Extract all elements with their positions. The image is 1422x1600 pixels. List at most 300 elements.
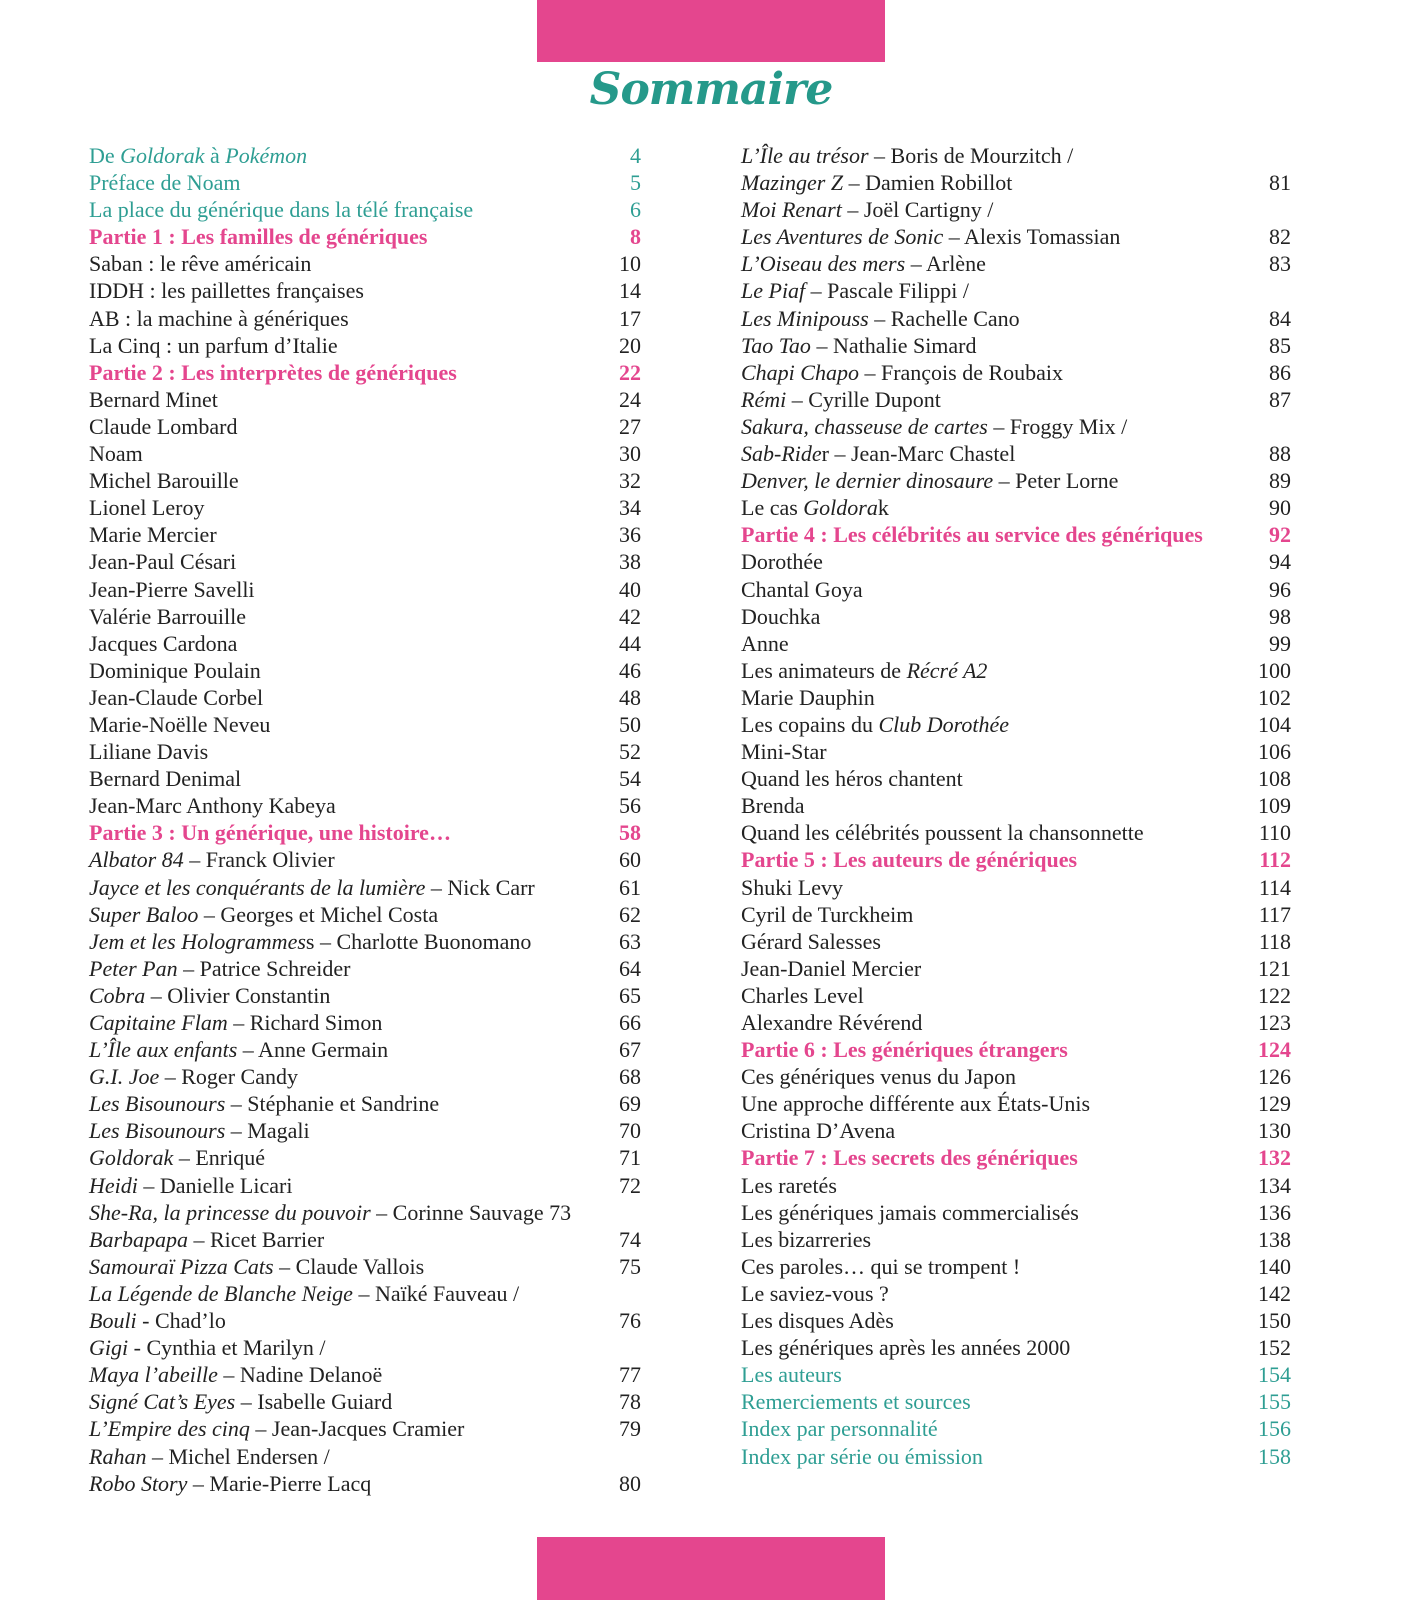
toc-entry-title <box>741 1009 922 1036</box>
italic-title-segment: She-Ra, la princesse du pouvoir <box>89 1199 371 1225</box>
toc-part-heading[interactable] <box>741 846 1291 873</box>
italic-title-segment: Chapi Chapo <box>741 359 859 385</box>
toc-page-number: 112 <box>1259 847 1291 873</box>
italic-title-segment: Samouraï Pizza Cats <box>89 1253 274 1279</box>
toc-page-number: 134 <box>1258 1172 1291 1198</box>
text-segment: Marie Dauphin <box>741 684 875 710</box>
toc-entry[interactable] <box>89 1470 641 1497</box>
text-segment: Préface de Noam <box>89 170 241 196</box>
toc-page-number: 75 <box>619 1253 641 1279</box>
text-segment: Douchka <box>741 603 821 629</box>
toc-page-number: 32 <box>619 468 641 494</box>
toc-entry[interactable] <box>89 738 641 765</box>
text-segment: Ces paroles… qui se trompent ! <box>741 1253 1021 1279</box>
text-segment: – Magali <box>225 1118 310 1144</box>
italic-title-segment: Peter Pan <box>89 955 178 981</box>
toc-entry-title <box>89 765 241 792</box>
toc-entry[interactable] <box>89 305 641 332</box>
toc-entry[interactable] <box>741 792 1291 819</box>
toc-page-number: 80 <box>619 1470 641 1496</box>
italic-title-segment: Barbapapa <box>89 1226 188 1252</box>
text-segment: Les génériques après les années 2000 <box>741 1335 1071 1361</box>
toc-entry[interactable] <box>89 277 641 304</box>
toc-page-number: 117 <box>1258 901 1291 927</box>
toc-entry-title <box>741 1361 842 1388</box>
toc-page-number: 102 <box>1258 684 1291 710</box>
toc-entry[interactable] <box>89 684 641 711</box>
text-segment: La Cinq : un parfum d’Italie <box>89 332 338 358</box>
toc-entry[interactable] <box>741 548 1291 575</box>
text-segment: à <box>204 143 226 168</box>
toc-entry-title <box>89 1334 325 1361</box>
toc-entry[interactable] <box>89 332 641 359</box>
text-segment: Les copains du <box>741 711 879 737</box>
toc-entry-title <box>89 982 330 1009</box>
toc-page-number: 42 <box>619 603 641 629</box>
toc-entry[interactable] <box>89 603 641 630</box>
toc-part-heading[interactable] <box>741 1144 1291 1171</box>
italic-title-segment: L’Empire des cinq <box>89 1416 250 1442</box>
text-segment: Partie 3 : Un générique, une histoire… <box>89 820 451 846</box>
toc-entry-title <box>89 223 428 250</box>
toc-page-number: 38 <box>619 549 641 575</box>
toc-page-number: 155 <box>1258 1389 1291 1415</box>
toc-entry-title <box>89 305 349 332</box>
toc-entry[interactable] <box>741 657 1291 684</box>
toc-page-number: 118 <box>1258 928 1291 954</box>
text-segment: – Marie-Pierre Lacq <box>187 1470 372 1496</box>
toc-page-number: 90 <box>1269 495 1291 521</box>
italic-title-segment: Super Baloo <box>89 901 199 927</box>
text-segment: – Pascale Filippi / <box>805 278 969 304</box>
toc-entry-title <box>741 413 1127 440</box>
toc-entry-title <box>741 223 1120 250</box>
italic-title-segment: Rahan <box>89 1443 147 1469</box>
toc-left-column <box>89 142 641 1497</box>
toc-entry[interactable] <box>89 521 641 548</box>
toc-entry[interactable] <box>89 467 641 494</box>
toc-entry[interactable] <box>741 819 1291 846</box>
toc-page-number: 34 <box>619 495 641 521</box>
toc-entry[interactable] <box>89 548 641 575</box>
toc-page-number: 156 <box>1258 1416 1291 1442</box>
toc-entry-title <box>741 874 843 901</box>
text-segment: – Richard Simon <box>227 1010 383 1035</box>
toc-entry-title <box>89 1144 265 1171</box>
toc-entry-title <box>741 603 820 630</box>
text-segment: Partie 6 : Les génériques étrangers <box>741 1037 1068 1063</box>
toc-intro-entry[interactable] <box>89 142 641 169</box>
toc-entry[interactable] <box>89 1036 641 1063</box>
top-pink-bar <box>537 0 885 62</box>
toc-entry-title <box>741 1443 983 1470</box>
text-segment: Les disques Adès <box>741 1308 894 1334</box>
text-segment: – Enriqué <box>173 1145 265 1171</box>
toc-page-number: 78 <box>619 1389 641 1415</box>
text-segment: Jean-Marc Anthony Kabeya <box>89 793 336 819</box>
text-segment: Remerciements et sources <box>741 1389 971 1415</box>
toc-page-number: 100 <box>1258 657 1291 683</box>
italic-title-segment: Denver, le dernier dinosaure <box>741 468 994 494</box>
toc-entry-title <box>741 1415 938 1442</box>
toc-entry[interactable] <box>89 1361 641 1388</box>
toc-entry-title <box>89 196 473 223</box>
toc-entry[interactable] <box>741 874 1291 901</box>
italic-title-segment: Sakura, chasseuse de cartes <box>741 413 988 439</box>
toc-page-number: 58 <box>619 820 641 846</box>
text-segment: – Roger Candy <box>159 1064 298 1090</box>
toc-entry[interactable] <box>741 413 1291 440</box>
toc-entry[interactable] <box>741 711 1291 738</box>
italic-title-segment: Goldorak <box>89 1145 174 1171</box>
text-segment: Chantal Goya <box>741 576 863 602</box>
text-segment: – Corinne Sauvage 73 <box>370 1199 572 1225</box>
toc-entry[interactable] <box>741 223 1291 250</box>
toc-entry-title <box>89 1307 226 1334</box>
toc-entry[interactable] <box>741 277 1291 304</box>
text-segment: Ces génériques venus du Japon <box>741 1064 1016 1090</box>
toc-page-number: 87 <box>1269 386 1291 412</box>
toc-entry[interactable] <box>741 494 1291 521</box>
toc-entry[interactable] <box>741 738 1291 765</box>
toc-entry-title <box>741 1144 1078 1171</box>
toc-entry[interactable] <box>89 1253 641 1280</box>
toc-entry[interactable] <box>89 250 641 277</box>
text-segment: De <box>89 143 121 168</box>
toc-entry[interactable] <box>741 1009 1291 1036</box>
text-segment: Quand les célébrités poussent la chansonnette <box>741 820 1144 846</box>
toc-entry-title <box>741 169 1012 196</box>
toc-entry[interactable] <box>741 901 1291 928</box>
italic-title-segment: Bouli <box>89 1308 137 1334</box>
toc-page-number: 114 <box>1258 874 1291 900</box>
toc-intro-entry[interactable] <box>89 169 641 196</box>
toc-entry-title <box>741 1226 871 1253</box>
toc-entry[interactable] <box>89 494 641 521</box>
toc-entry[interactable] <box>741 386 1291 413</box>
italic-title-segment: Jayce et les conquérants de la lumière <box>89 874 426 900</box>
toc-entry[interactable] <box>89 1144 641 1171</box>
toc-page-number: 10 <box>619 251 641 277</box>
toc-page-number: 71 <box>619 1145 641 1171</box>
text-segment: Cristina D’Avena <box>741 1118 896 1144</box>
toc-page-number: 64 <box>619 955 641 981</box>
toc-entry[interactable] <box>89 1117 641 1144</box>
toc-entry-title <box>741 684 875 711</box>
toc-page-number: 92 <box>1269 522 1291 548</box>
toc-entry[interactable] <box>89 846 641 873</box>
toc-entry-title <box>89 1253 424 1280</box>
toc-entry-title <box>89 955 350 982</box>
text-segment: – Joël Cartigny / <box>841 197 994 223</box>
toc-entry[interactable] <box>741 440 1291 467</box>
italic-title-segment: Moi Renart <box>741 197 842 223</box>
toc-entry-title <box>89 169 240 196</box>
toc-page-number: 74 <box>619 1226 641 1252</box>
toc-page-number: 85 <box>1269 332 1291 358</box>
toc-page-number: 132 <box>1258 1145 1291 1171</box>
italic-title-segment: G.I. Joe <box>89 1064 160 1090</box>
toc-entry-title <box>89 928 531 955</box>
toc-part-heading[interactable] <box>89 819 641 846</box>
toc-page-number: 68 <box>619 1064 641 1090</box>
toc-entry[interactable] <box>741 467 1291 494</box>
text-segment: s – Charlotte Buonomano <box>305 928 532 954</box>
toc-page-number: 52 <box>619 739 641 765</box>
italic-title-segment: Récré A2 <box>906 657 988 683</box>
toc-entry-title <box>89 1388 392 1415</box>
toc-entry[interactable] <box>741 1090 1291 1117</box>
toc-entry[interactable] <box>89 1090 641 1117</box>
toc-entry[interactable] <box>741 1172 1291 1199</box>
text-segment: Partie 5 : Les auteurs de génériques <box>741 847 1078 873</box>
toc-page-number: 122 <box>1258 982 1291 1008</box>
toc-page-number: 123 <box>1258 1010 1291 1035</box>
toc-entry[interactable] <box>89 1226 641 1253</box>
text-segment: r – Jean-Marc Chastel <box>821 441 1016 467</box>
italic-title-segment: Rémi <box>741 386 787 412</box>
toc-page-number: 150 <box>1258 1308 1291 1334</box>
toc-page-number: 136 <box>1258 1199 1291 1225</box>
toc-entry-title <box>89 521 217 548</box>
toc-entry-title <box>741 982 864 1009</box>
toc-entry-title <box>741 1172 837 1199</box>
text-segment: – Georges et Michel Costa <box>198 901 439 927</box>
toc-page-number: 46 <box>619 657 641 683</box>
toc-page-number: 44 <box>619 630 641 656</box>
toc-entry[interactable] <box>89 711 641 738</box>
toc-entry[interactable] <box>89 901 641 928</box>
toc-page-number: 126 <box>1258 1064 1291 1090</box>
italic-title-segment: Les Aventures de Sonic <box>741 224 944 250</box>
text-segment: Noam <box>89 441 143 467</box>
text-segment: Bernard Denimal <box>89 766 242 792</box>
toc-page-number: 60 <box>619 847 641 873</box>
text-segment: Les raretés <box>741 1172 837 1198</box>
toc-entry[interactable] <box>89 1388 641 1415</box>
toc-entry-title <box>89 440 143 467</box>
toc-page-number: 98 <box>1269 603 1291 629</box>
toc-entry[interactable] <box>89 1280 641 1307</box>
toc-entry-title <box>89 467 239 494</box>
toc-entry[interactable] <box>89 1009 641 1036</box>
toc-entry-title <box>89 1361 382 1388</box>
toc-page-number: 27 <box>619 413 641 439</box>
toc-entry[interactable] <box>89 657 641 684</box>
text-segment: – Claude Vallois <box>273 1253 425 1279</box>
toc-intro-entry[interactable] <box>741 1443 1291 1470</box>
toc-entry[interactable] <box>741 982 1291 1009</box>
toc-entry[interactable] <box>741 1253 1291 1280</box>
toc-page-number: 89 <box>1269 468 1291 494</box>
toc-intro-entry[interactable] <box>741 1415 1291 1442</box>
text-segment: Dorothée <box>741 549 823 575</box>
italic-title-segment: L’Île aux enfants <box>89 1037 238 1063</box>
toc-entry[interactable] <box>89 928 641 955</box>
text-segment: Gérard Salesses <box>741 928 881 954</box>
text-segment: – Naïké Fauveau / <box>352 1280 520 1306</box>
toc-entry-title <box>741 630 789 657</box>
text-segment: Michel Barouille <box>89 468 239 494</box>
toc-entry[interactable] <box>89 792 641 819</box>
toc-entry[interactable] <box>89 440 641 467</box>
toc-entry[interactable] <box>741 955 1291 982</box>
toc-intro-entry[interactable] <box>89 196 641 223</box>
text-segment: Marie-Noëlle Neveu <box>89 711 271 737</box>
toc-page-number: 152 <box>1258 1335 1291 1361</box>
toc-entry[interactable] <box>741 928 1291 955</box>
toc-intro-entry[interactable] <box>741 1361 1291 1388</box>
toc-entry[interactable] <box>741 1199 1291 1226</box>
text-segment: Les animateurs de <box>741 657 907 683</box>
toc-entry[interactable] <box>741 142 1291 169</box>
toc-entry[interactable] <box>89 1443 641 1470</box>
toc-entry[interactable] <box>89 386 641 413</box>
toc-entry[interactable] <box>741 1117 1291 1144</box>
toc-page-number: 83 <box>1269 251 1291 277</box>
text-segment: Marie Mercier <box>89 522 217 548</box>
text-segment: Liliane Davis <box>89 739 209 765</box>
toc-entry[interactable] <box>89 765 641 792</box>
text-segment: – Arlène <box>905 251 986 277</box>
text-segment: – Nick Carr <box>425 874 535 900</box>
toc-entry-title <box>741 1199 1079 1226</box>
toc-part-heading[interactable] <box>741 1036 1291 1063</box>
toc-entry[interactable] <box>741 196 1291 223</box>
text-segment: – Nathalie Simard <box>810 332 977 358</box>
toc-entry[interactable] <box>89 413 641 440</box>
toc-entry[interactable] <box>89 1334 641 1361</box>
toc-entry[interactable] <box>741 250 1291 277</box>
italic-title-segment: Goldorak <box>120 143 205 168</box>
toc-entry[interactable] <box>89 1199 641 1226</box>
toc-page-number: 104 <box>1258 711 1291 737</box>
text-segment: – Danielle Licari <box>137 1172 293 1198</box>
toc-part-heading[interactable] <box>89 359 641 386</box>
toc-entry-title <box>741 1036 1068 1063</box>
toc-page-number: 124 <box>1258 1037 1291 1063</box>
italic-title-segment: Les Minipouss <box>741 305 869 331</box>
toc-page-number: 5 <box>630 170 641 196</box>
italic-title-segment: Cobra <box>89 982 146 1008</box>
toc-entry-title <box>741 738 827 765</box>
text-segment: – Anne Germain <box>237 1037 389 1063</box>
text-segment: – Boris de Mourzitch / <box>868 143 1074 168</box>
toc-entry[interactable] <box>741 684 1291 711</box>
toc-entry[interactable] <box>89 874 641 901</box>
toc-entry-title <box>741 928 881 955</box>
toc-page-number: 77 <box>619 1362 641 1388</box>
toc-entry[interactable] <box>741 1226 1291 1253</box>
toc-page-number: 40 <box>619 576 641 602</box>
toc-entry-title <box>741 792 805 819</box>
toc-entry[interactable] <box>89 1172 641 1199</box>
toc-entry[interactable] <box>741 169 1291 196</box>
toc-entry[interactable] <box>89 1415 641 1442</box>
text-segment: Jean-Claude Corbel <box>89 684 264 710</box>
text-segment: Jean-Paul Césari <box>89 549 237 575</box>
toc-entry[interactable] <box>89 1307 641 1334</box>
toc-page-number: 110 <box>1258 820 1291 846</box>
toc-intro-entry[interactable] <box>741 1388 1291 1415</box>
toc-entry[interactable] <box>741 332 1291 359</box>
text-segment: Les bizarreries <box>741 1226 872 1252</box>
italic-title-segment: Jem et les Hologrammes <box>89 928 306 954</box>
toc-entry-title <box>89 738 208 765</box>
toc-entry[interactable] <box>89 955 641 982</box>
text-segment: – Alexis Tomassian <box>943 224 1121 250</box>
italic-title-segment: L’Île au trésor <box>741 143 869 168</box>
toc-entry[interactable] <box>741 630 1291 657</box>
toc-entry-title <box>89 576 255 603</box>
toc-entry[interactable] <box>741 1063 1291 1090</box>
toc-page-number: 106 <box>1258 739 1291 765</box>
toc-entry[interactable] <box>741 359 1291 386</box>
toc-entry-title <box>741 521 1203 548</box>
toc-page-number: 22 <box>619 359 641 385</box>
toc-entry-title <box>741 846 1077 873</box>
toc-page-number: 158 <box>1258 1443 1291 1469</box>
toc-entry-title <box>741 1117 895 1144</box>
toc-page-number: 82 <box>1269 224 1291 250</box>
toc-entry-title <box>741 142 1073 169</box>
text-segment: – Cyrille Dupont <box>786 386 941 412</box>
toc-page-number: 56 <box>619 793 641 819</box>
toc-entry[interactable] <box>89 982 641 1009</box>
toc-entry-title <box>89 603 246 630</box>
toc-entry[interactable] <box>741 305 1291 332</box>
toc-entry-title <box>89 684 263 711</box>
text-segment: IDDH : les paillettes françaises <box>89 278 364 304</box>
toc-entry[interactable] <box>741 1280 1291 1307</box>
italic-title-segment: La Légende de Blanche Neige <box>89 1280 353 1306</box>
page-title: Sommaire <box>589 64 833 115</box>
toc-page-number: 36 <box>619 522 641 548</box>
toc-entry-title <box>89 1226 324 1253</box>
toc-entry[interactable] <box>89 576 641 603</box>
text-segment: - Chad’lo <box>136 1308 226 1334</box>
text-segment: Jacques Cardona <box>89 630 238 656</box>
toc-page-number: 8 <box>630 224 641 250</box>
text-segment: – Damien Robillot <box>843 170 1013 196</box>
toc-entry-title <box>89 494 204 521</box>
toc-entry-title <box>89 332 338 359</box>
italic-title-segment: L’Oiseau des mers <box>741 251 906 277</box>
italic-title-segment: Sab-Ride <box>741 441 822 467</box>
toc-part-heading[interactable] <box>741 521 1291 548</box>
toc-page-number: 84 <box>1269 305 1291 331</box>
toc-entry[interactable] <box>741 1307 1291 1334</box>
text-segment: Lionel Leroy <box>89 495 205 521</box>
toc-entry[interactable] <box>741 1334 1291 1361</box>
toc-entry-title <box>741 1253 1020 1280</box>
text-segment: Jean-Pierre Savelli <box>89 576 255 602</box>
toc-page-number: 79 <box>619 1416 641 1442</box>
text-segment: Claude Lombard <box>89 413 238 439</box>
toc-entry[interactable] <box>741 603 1291 630</box>
toc-entry[interactable] <box>89 630 641 657</box>
toc-entry-title <box>89 846 335 873</box>
toc-entry-title <box>741 196 993 223</box>
toc-entry-title <box>89 1443 330 1470</box>
toc-entry[interactable] <box>89 1063 641 1090</box>
toc-page-number: 4 <box>630 143 641 168</box>
toc-entry-title <box>741 467 1118 494</box>
toc-entry[interactable] <box>741 765 1291 792</box>
text-segment: Jean-Daniel Mercier <box>741 955 922 981</box>
toc-entry[interactable] <box>741 576 1291 603</box>
toc-part-heading[interactable] <box>89 223 641 250</box>
